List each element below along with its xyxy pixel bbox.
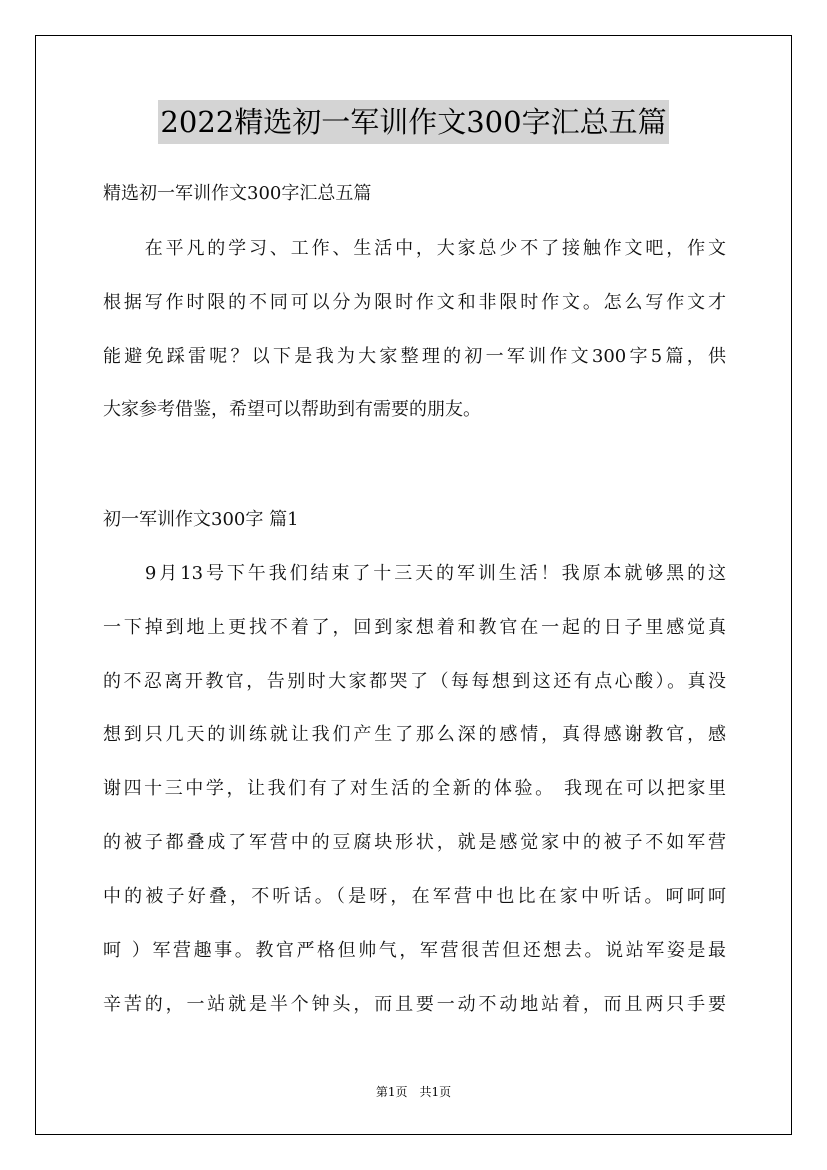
body-line-1: 9月13号下午我们结束了十三天的军训生活！我原本就够黑的这: [103, 563, 726, 584]
page-number: 第1页 共1页: [375, 1085, 452, 1099]
document-title: 2022精选初一军训作文300字汇总五篇: [158, 100, 668, 144]
body-line-9: 辛苦的，一站就是半个钟头，而且要一动不动地站着，而且两只手要: [103, 994, 726, 1015]
body-line-2: 一下掉到地上更找不着了，回到家想着和教官在一起的日子里感觉真: [103, 617, 726, 638]
intro-line-4: 大家参考借鉴，希望可以帮助到有需要的朋友。: [103, 399, 481, 420]
body-line-3: 的不忍离开教官，告别时大家都哭了（每每想到这还有点心酸）。真没: [103, 671, 726, 692]
document-subtitle: 精选初一军训作文300字汇总五篇: [103, 183, 372, 204]
body-line-6: 的被子都叠成了军营中的豆腐块形状，就是感觉家中的被子不如军营: [103, 832, 726, 853]
intro-line-3: 能避免踩雷呢？以下是我为大家整理的初一军训作文300字5篇，供: [103, 346, 726, 367]
intro-line-1: 在平凡的学习、工作、生活中，大家总少不了接触作文吧，作文: [103, 238, 726, 259]
body-line-7: 中的被子好叠，不听话。（是呀，在军营中也比在家中听话。呵呵呵: [103, 886, 726, 907]
body-line-4: 想到只几天的训练就让我们产生了那么深的感情，真得感谢教官，感: [103, 724, 726, 745]
title-container: [0, 100, 827, 144]
intro-line-2: 根据写作时限的不同可以分为限时作文和非限时作文。怎么写作文才: [103, 292, 726, 313]
body-line-8: 呵 ）军营趣事。教官严格但帅气，军营很苦但还想去。说站军姿是最: [103, 940, 726, 961]
section-heading: 初一军训作文300字 篇1: [103, 509, 299, 530]
body-line-5: 谢四十三中学，让我们有了对生活的全新的体验。 我现在可以把家里: [103, 778, 726, 799]
